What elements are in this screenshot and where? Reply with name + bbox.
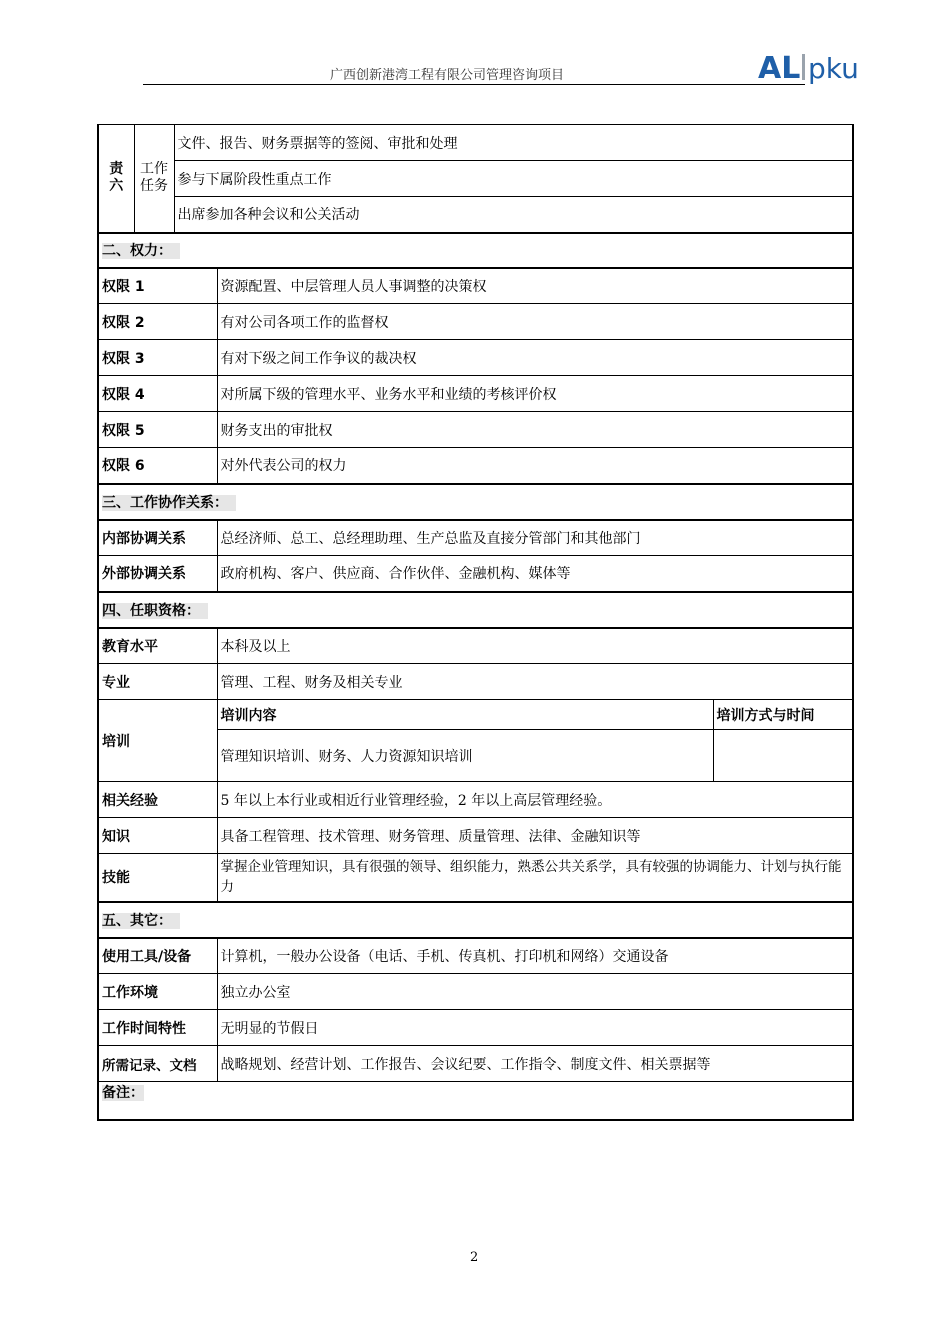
training-method	[713, 730, 853, 782]
other-value: 计算机，一般办公设备（电话、手机、传真机、打印机和网络）交通设备	[217, 938, 853, 974]
education-value: 本科及以上	[217, 628, 853, 664]
svg-text:AL: AL	[758, 51, 801, 84]
other-label: 所需记录、文档	[98, 1046, 217, 1082]
knowledge-label: 知识	[98, 818, 217, 854]
section-heading-qualifications: 四、任职资格：	[98, 592, 853, 628]
company-logo	[758, 50, 870, 84]
power-label: 权限 4	[98, 376, 217, 412]
remarks-label: 备注：	[102, 1085, 144, 1101]
power-value: 有对公司各项工作的监督权	[217, 304, 853, 340]
major-label: 专业	[98, 664, 217, 700]
training-content-header: 培训内容	[217, 700, 713, 730]
page-number: 2	[470, 1250, 479, 1265]
duty-item: 参与下属阶段性重点工作	[174, 161, 853, 197]
power-label: 权限 2	[98, 304, 217, 340]
relation-value: 政府机构、客户、供应商、合作伙伴、金融机构、媒体等	[217, 556, 853, 592]
duty-item: 文件、报告、财务票据等的签阅、审批和处理	[174, 125, 853, 161]
relation-value: 总经济师、总工、总经理助理、生产总监及直接分管部门和其他部门	[217, 520, 853, 556]
other-label: 工作环境	[98, 974, 217, 1010]
other-label: 使用工具/设备	[98, 938, 217, 974]
other-label: 工作时间特性	[98, 1010, 217, 1046]
experience-label: 相关经验	[98, 782, 217, 818]
section-heading-others: 五、其它：	[98, 902, 853, 938]
experience-value: 5 年以上本行业或相近行业管理经验，2 年以上高层管理经验。	[217, 782, 853, 818]
power-label: 权限 1	[98, 268, 217, 304]
power-value: 有对下级之间工作争议的裁决权	[217, 340, 853, 376]
duty-sub-label: 工作 任务	[134, 125, 174, 233]
knowledge-value: 具备工程管理、技术管理、财务管理、质量管理、法律、金融知识等	[217, 818, 853, 854]
power-value: 财务支出的审批权	[217, 412, 853, 448]
training-method-header: 培训方式与时间	[713, 700, 853, 730]
header-rule	[143, 84, 805, 85]
power-label: 权限 6	[98, 448, 217, 484]
skills-label: 技能	[98, 854, 217, 902]
power-value: 对外代表公司的权力	[217, 448, 853, 484]
duty-label: 责 六	[98, 125, 134, 233]
other-value: 无明显的节假日	[217, 1010, 853, 1046]
svg-text:pku: pku	[808, 52, 859, 84]
section-heading-powers: 二、权力：	[98, 233, 853, 268]
other-value: 独立办公室	[217, 974, 853, 1010]
section-heading-relations: 三、工作协作关系：	[98, 484, 853, 520]
other-value: 战略规划、经营计划、工作报告、会议纪要、工作指令、制度文件、相关票据等	[217, 1046, 853, 1082]
training-label: 培训	[98, 700, 217, 782]
power-value: 对所属下级的管理水平、业务水平和业绩的考核评价权	[217, 376, 853, 412]
education-label: 教育水平	[98, 628, 217, 664]
header-title: 广西创新港湾工程有限公司管理咨询项目	[330, 68, 565, 83]
job-description-table	[97, 124, 854, 1121]
major-value: 管理、工程、财务及相关专业	[217, 664, 853, 700]
training-content: 管理知识培训、财务、人力资源知识培训	[217, 730, 713, 782]
power-value: 资源配置、中层管理人员人事调整的决策权	[217, 268, 853, 304]
remarks-cell	[98, 1082, 853, 1120]
relation-label: 内部协调关系	[98, 520, 217, 556]
power-label: 权限 3	[98, 340, 217, 376]
power-label: 权限 5	[98, 412, 217, 448]
skills-value: 掌握企业管理知识，具有很强的领导、组织能力，熟悉公共关系学，具有较强的协调能力、计划与执行能力	[217, 854, 853, 902]
duty-item: 出席参加各种会议和公关活动	[174, 197, 853, 233]
relation-label: 外部协调关系	[98, 556, 217, 592]
